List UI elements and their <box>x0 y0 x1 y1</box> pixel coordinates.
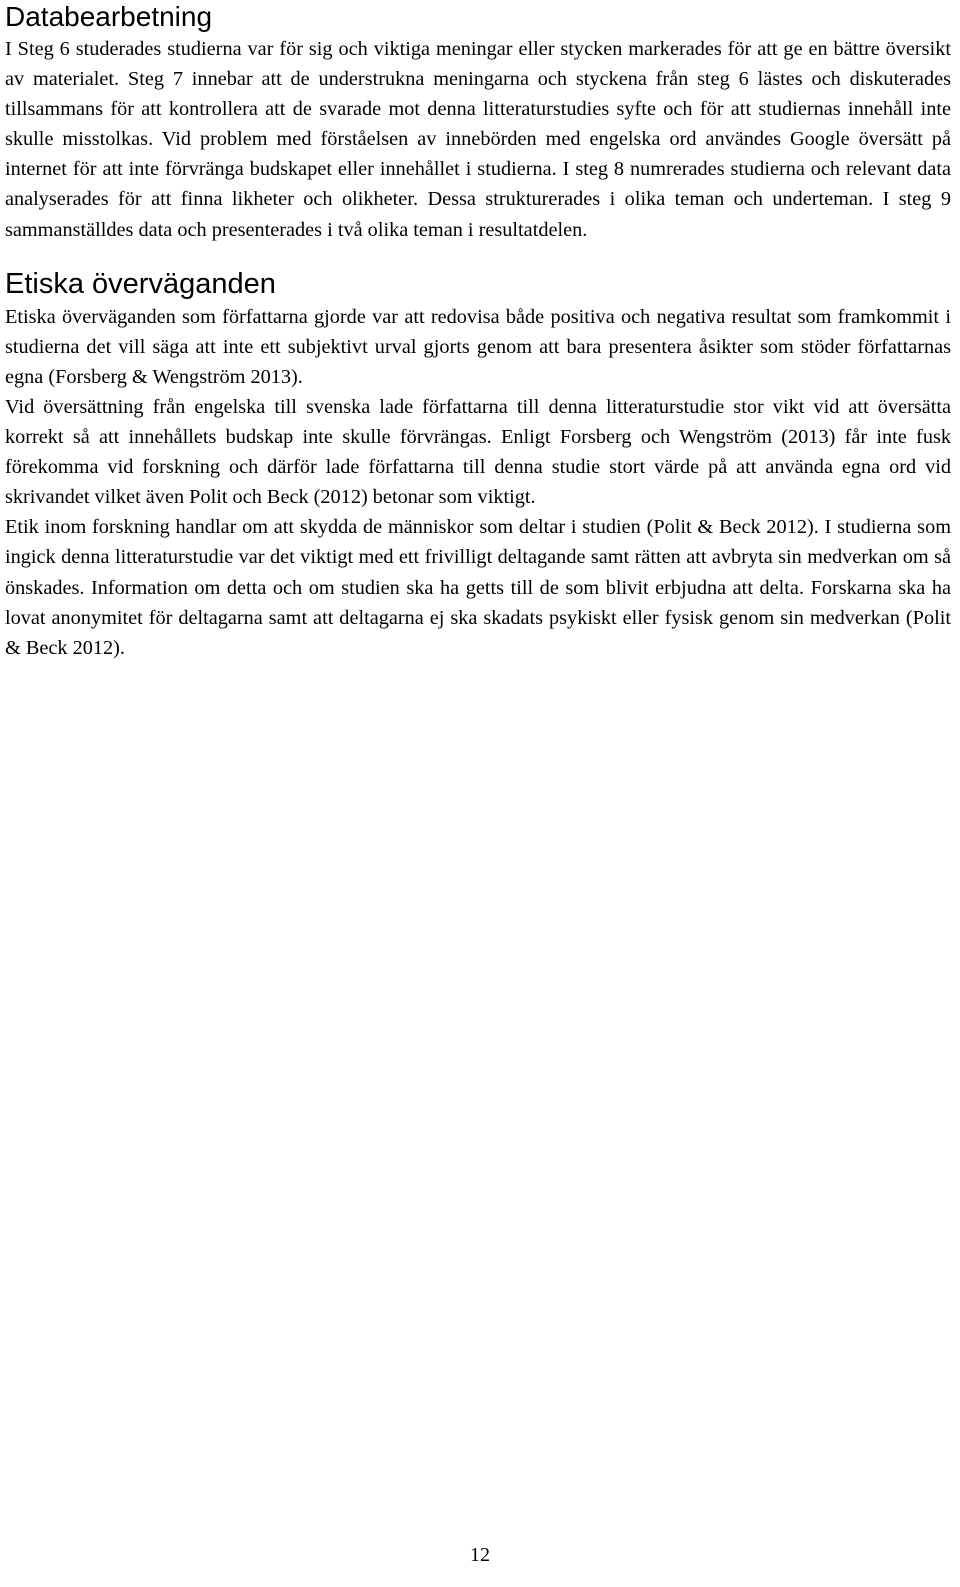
section-body <box>5 302 951 663</box>
section-etiska-overvaganden <box>5 266 951 663</box>
page-number <box>0 1543 960 1567</box>
paragraph: Etik inom forskning handlar om att skydda de människor som deltar i studien (Polit & Beck 2012). I studierna som ingick denna litteraturstudie var det viktigt med ett frivilligt deltagande samt rätten att avbryta sin medverkan om så önskades. Information om detta och om studien ska ha getts till de som blivit erbjudna att delta. Forskarna ska ha lovat anonymitet för deltagarna samt att deltagarna ej ska skadats psykiskt eller fysisk genom sin medverkan (Polit & Beck 2012). <box>5 516 951 659</box>
paragraph: Etiska överväganden som författarna gjorde var att redovisa både positiva och negativa resultat som framkommit i studierna det vill säga att inte ett subjektivt urval gjorts genom att bara presentera åsikter som stöder författarnas egna (Forsberg & Wengström 2013). <box>5 305 951 388</box>
paragraph: I Steg 6 studerades studierna var för sig och viktiga meningar eller stycken markerades för att ge en bättre översikt av materialet. Steg 7 innebar att de understrukna meningarna och styckena från steg 6 lästes och diskuterades tillsammans för att kontrollera att de svarade mot denna litteraturstudies syfte och för att studiernas innehåll inte skulle misstolkas. Vid problem med förståelsen av innebörden med engelska ord användes Google översätt på internet för att inte förvränga budskapet eller innehållet i studierna. I steg 8 numrerades studierna och relevant data analyserades för att finna likheter och olikheter. Dessa strukturerades i olika teman och underteman. I steg 9 sammanställdes data och presenterades i två olika teman i resultatdelen. <box>5 38 951 241</box>
page-number-label: 12 <box>470 1544 490 1566</box>
section-heading: Databearbetning <box>5 1 213 32</box>
section-heading: Etiska överväganden <box>5 267 276 300</box>
section-databearbetning <box>5 0 951 245</box>
paragraph: Vid översättning från engelska till svenska lade författarna till denna litteraturstudie stor vikt vid att översätta korrekt så att innehållets budskap inte skulle förvrängas. Enligt Forsberg och Wengström (2013) får inte fusk förekomma vid forskning och därför lade författarna till denna studie stort värde på att använda egna ord vid skrivandet vilket även Polit och Beck (2012) betonar som viktigt. <box>5 395 951 509</box>
document-page <box>5 0 951 663</box>
